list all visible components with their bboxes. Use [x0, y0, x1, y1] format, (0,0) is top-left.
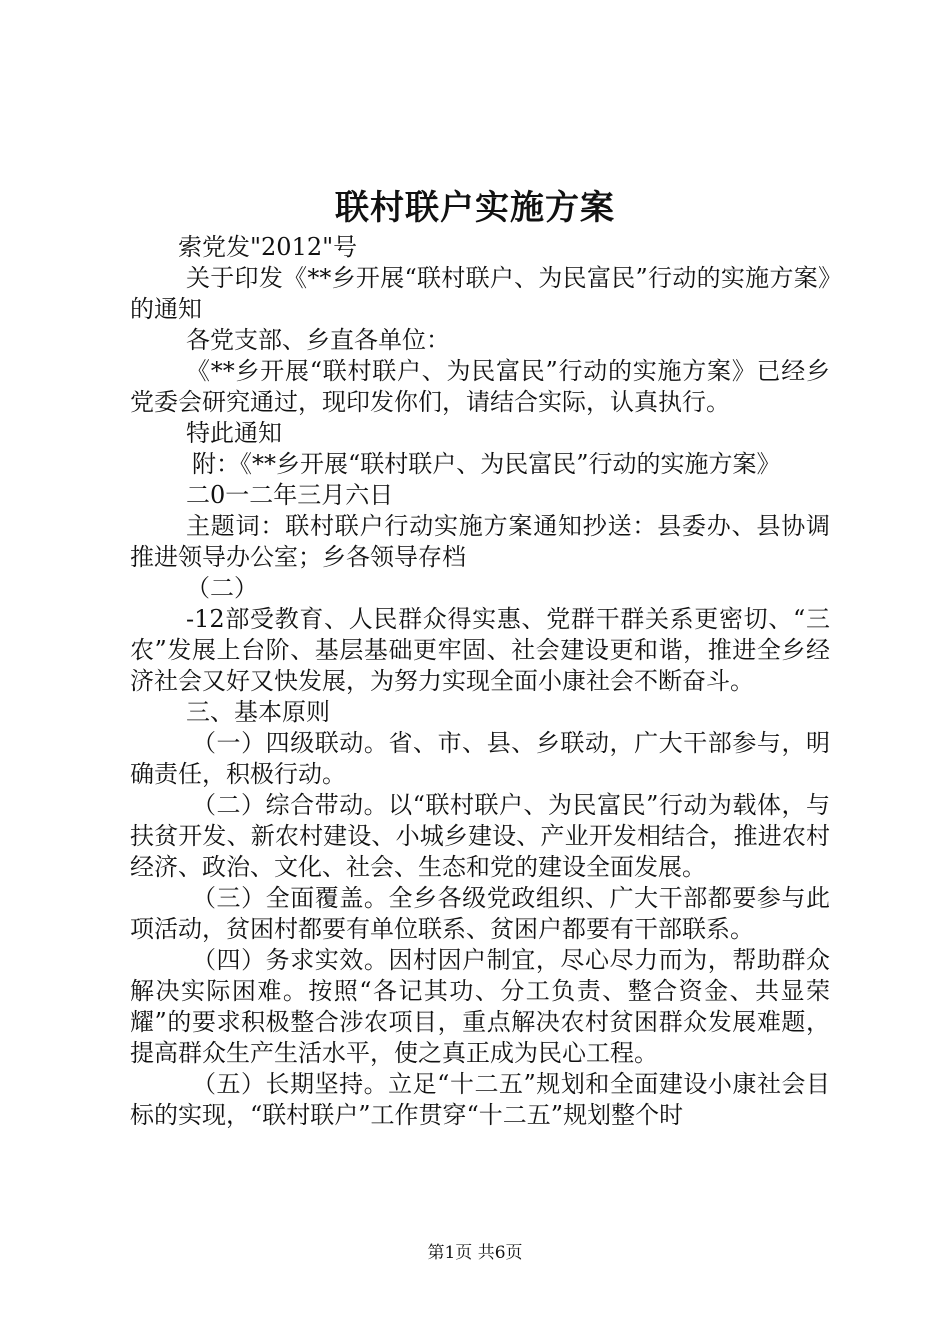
paragraph-principle-3: （三）全面覆盖。全乡各级党政组织、广大干部都要参与此项活动，贫困村都要有单位联系、贫困户都要有干部联系。 — [130, 884, 830, 943]
paragraph-attachment: 附：《**乡开展“联村联户、为民富民”行动的实施方案》 — [192, 450, 781, 478]
paragraph-section-two: （二） — [186, 574, 258, 602]
heading-basic-principles: 三、基本原则 — [186, 698, 330, 726]
paragraph-principle-1: （一）四级联动。省、市、县、乡联动，广大干部参与，明确责任，积极行动。 — [130, 729, 830, 788]
paragraph-keywords: 主题词：联村联户行动实施方案通知抄送：县委办、县协调推进领导办公室；乡各领导存档 — [130, 512, 830, 571]
paragraph-goals: -12部受教育、人民群众得实惠、党群干群关系更密切、“三农”发展上台阶、基层基础更牢固、社会建设更和谐，推进全乡经济社会又好又快发展，为努力实现全面小康社会不断奋斗。 — [130, 605, 830, 695]
paragraph-principle-5: （五）长期坚持。立足“十二五”规划和全面建设小康社会目标的实现，“联村联户”工作贯穿“十二五”规划整个时 — [130, 1070, 830, 1129]
document-title: 联村联户实施方案 — [335, 188, 615, 228]
page-footer: 第1页 共6页 — [427, 1243, 523, 1263]
paragraph-principle-2: （二）综合带动。以“联村联户、为民富民”行动为载体，与扶贫开发、新农村建设、小城乡建设、产业开发相结合，推进农村经济、政治、文化、社会、生态和党的建设全面发展。 — [130, 791, 830, 881]
paragraph-notice-subject: 关于印发《**乡开展“联村联户、为民富民”行动的实施方案》的通知 — [130, 264, 830, 323]
paragraph-recipients: 各党支部、乡直各单位： — [186, 326, 450, 354]
paragraph-notice-body: 《**乡开展“联村联户、为民富民”行动的实施方案》已经乡党委会研究通过，现印发你们，请结合实际，认真执行。 — [130, 357, 830, 416]
paragraph-principle-4: （四）务求实效。因村因户制宜，尽心尽力而为，帮助群众解决实际困难。按照“各记其功、分工负责、整合资金、共显荣耀”的要求积极整合涉农项目，重点解决农村贫困群众发展难题，提高群众生产生活水平，使之真正成为民心工程。 — [130, 946, 830, 1067]
paragraph-doc-number: 索党发"2012"号 — [178, 233, 358, 261]
document-body — [130, 232, 830, 1131]
paragraph-date: 二0一二年三月六日 — [186, 481, 394, 509]
paragraph-special-notice: 特此通知 — [186, 419, 282, 447]
